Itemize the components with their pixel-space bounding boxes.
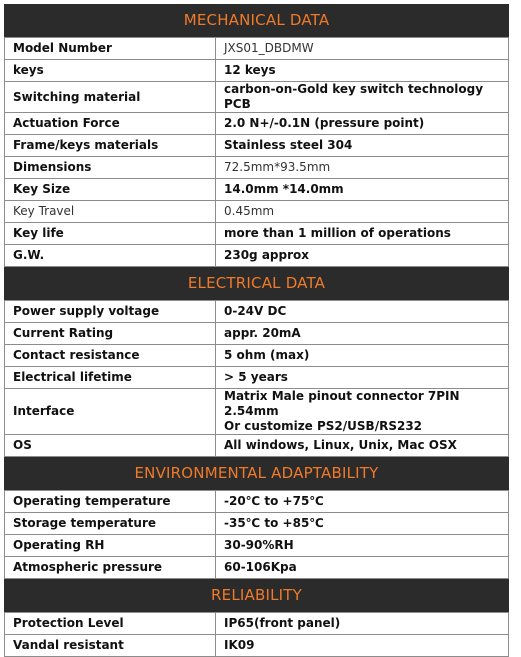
row-value: more than 1 million of operations — [216, 223, 509, 245]
table-row — [5, 557, 509, 579]
row-value: -35℃ to +85℃ — [216, 513, 509, 535]
row-value: -20℃ to +75℃ — [216, 491, 509, 513]
row-value: 12 keys — [216, 60, 509, 82]
row-value: > 5 years — [216, 367, 509, 389]
section-header-environmental: ENVIRONMENTAL ADAPTABILITY — [4, 457, 509, 490]
row-value: IP65(front panel) — [216, 613, 509, 635]
section-header-mechanical: MECHANICAL DATA — [4, 4, 509, 37]
row-value: 0.45mm — [216, 201, 509, 223]
row-label: G.W. — [5, 245, 216, 267]
table-row — [5, 245, 509, 267]
table-row — [5, 367, 509, 389]
row-value: 60-106Kpa — [216, 557, 509, 579]
mechanical-table — [4, 37, 509, 267]
row-value: IK09 — [216, 635, 509, 657]
table-row — [5, 345, 509, 367]
table-row — [5, 301, 509, 323]
table-row — [5, 389, 509, 435]
table-row — [5, 223, 509, 245]
row-label: Frame/keys materials — [5, 135, 216, 157]
table-row — [5, 113, 509, 135]
table-row — [5, 135, 509, 157]
table-row — [5, 491, 509, 513]
row-label: Dimensions — [5, 157, 216, 179]
row-label: Key Size — [5, 179, 216, 201]
table-row — [5, 613, 509, 635]
row-label: Key life — [5, 223, 216, 245]
row-value: 14.0mm *14.0mm — [216, 179, 509, 201]
row-label: Current Rating — [5, 323, 216, 345]
row-value: JXS01_DBDMW — [216, 38, 509, 60]
environmental-table — [4, 490, 509, 579]
table-row — [5, 82, 509, 113]
row-value: 2.0 N+/-0.1N (pressure point) — [216, 113, 509, 135]
row-label: Model Number — [5, 38, 216, 60]
interface-line-2: Or customize PS2/USB/RS232 — [224, 419, 423, 433]
table-row — [5, 535, 509, 557]
table-row — [5, 179, 509, 201]
row-label: Interface — [5, 389, 216, 435]
reliability-table — [4, 612, 509, 657]
interface-line-1: Matrix Male pinout connector 7PIN 2.54mm — [224, 389, 460, 418]
row-value: carbon-on-Gold key switch technology PCB — [216, 82, 509, 113]
table-row — [5, 635, 509, 657]
spec-sheet — [4, 4, 509, 657]
row-label: keys — [5, 60, 216, 82]
table-row — [5, 513, 509, 535]
row-label: OS — [5, 435, 216, 457]
table-row — [5, 201, 509, 223]
row-value: All windows, Linux, Unix, Mac OSX — [216, 435, 509, 457]
row-label: Storage temperature — [5, 513, 216, 535]
table-row — [5, 435, 509, 457]
row-label: Actuation Force — [5, 113, 216, 135]
row-label: Electrical lifetime — [5, 367, 216, 389]
row-label: Switching material — [5, 82, 216, 113]
table-row — [5, 60, 509, 82]
row-value: Stainless steel 304 — [216, 135, 509, 157]
row-label: Vandal resistant — [5, 635, 216, 657]
row-label: Atmospheric pressure — [5, 557, 216, 579]
section-header-reliability: RELIABILITY — [4, 579, 509, 612]
section-header-electrical: ELECTRICAL DATA — [4, 267, 509, 300]
row-value: 30-90%RH — [216, 535, 509, 557]
row-value: 5 ohm (max) — [216, 345, 509, 367]
row-label: Key Travel — [5, 201, 216, 223]
row-label: Power supply voltage — [5, 301, 216, 323]
row-label: Operating RH — [5, 535, 216, 557]
table-row — [5, 38, 509, 60]
row-value — [216, 389, 509, 435]
electrical-table — [4, 300, 509, 457]
row-value: 0-24V DC — [216, 301, 509, 323]
row-value: appr. 20mA — [216, 323, 509, 345]
table-row — [5, 323, 509, 345]
row-value: 230g approx — [216, 245, 509, 267]
table-row — [5, 157, 509, 179]
row-value: 72.5mm*93.5mm — [216, 157, 509, 179]
row-label: Protection Level — [5, 613, 216, 635]
row-label: Operating temperature — [5, 491, 216, 513]
row-label: Contact resistance — [5, 345, 216, 367]
